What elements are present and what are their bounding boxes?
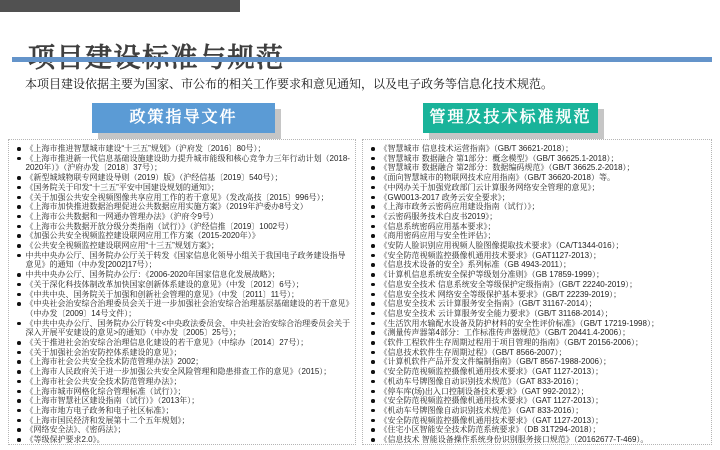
list-item-text: 《智慧城市 数据融合 第2部分：数据编码规范》（GB/T 36625.2-2018）； <box>379 163 635 173</box>
list-item-text: 《加强公共安全视频监控建设联网应用工作方案（2015-2020年）》 <box>25 231 260 241</box>
list-item-text: 《中共中央办公厅、国务院办公厅转发<中央政法委员会、中央社会治安综合治理委员会关于深入开展平安建设的意见>的通知》（中办发〔2005〕25号）； <box>25 318 351 338</box>
bullet-icon <box>371 341 375 345</box>
list-item <box>14 377 353 387</box>
list-item-text: 《上海市社会公共安全技术防范管理办法》； <box>25 376 182 386</box>
bullet-icon <box>17 176 21 180</box>
bullet-icon <box>371 234 375 238</box>
list-item-text: 《信息安全技术 信息系统安全等级保护定级指南》（GB/T 22240-2019）； <box>379 279 638 289</box>
bullet-icon <box>17 273 21 277</box>
list-item-text: 《关于加强社会治安防控体系建设的意见》； <box>25 347 182 357</box>
list-item-text: 《中网办关于加强党政部门云计算服务网络安全管理的意见》； <box>379 182 600 192</box>
list-item-text: 《信息技术软件生存周期过程》（GB/T 8566-2007）； <box>379 347 567 357</box>
bullet-icon <box>17 428 21 432</box>
list-item-text: 《住宅小区智能安全技术防范系统要求》（DB 31T294-2018）； <box>379 425 601 435</box>
bullet-icon <box>371 166 375 170</box>
list-item <box>368 144 709 154</box>
bullet-icon <box>371 399 375 403</box>
list-item-text: 《机动车号牌图像自动识别技术规范》（GAT 833-2016）； <box>379 405 584 415</box>
list-item <box>368 348 709 358</box>
list-item <box>14 425 353 435</box>
list-item-text: 《上海市公共数据和一网通办管理办法》（沪府令9号） <box>25 211 218 221</box>
list-item-text: 《关于加强公共安全视频图像共享应用工作的若干意见》（发改高技〔2015〕996号）； <box>25 192 329 202</box>
list-item <box>14 396 353 406</box>
bullet-icon <box>17 244 21 248</box>
list-item-text: 《计算机信息系统安全保护等级划分准则》（GB 17859-1999）； <box>379 270 604 280</box>
list-item <box>368 163 709 173</box>
list-item <box>368 241 709 251</box>
bullet-icon <box>371 312 375 316</box>
bullet-icon <box>371 293 375 297</box>
list-item <box>14 348 353 358</box>
list-item <box>368 260 709 270</box>
list-item <box>368 309 709 319</box>
page-title <box>28 36 285 75</box>
list-item <box>368 357 709 367</box>
list-item-text: 《公共安全视频监控建设联网应用“十三五”规划方案》； <box>25 241 219 251</box>
bullet-icon <box>371 390 375 394</box>
bullet-icon <box>17 186 21 190</box>
list-item-text: 《安全防范视频监控摄像机通用技术要求》（GAT 1127-2013）； <box>379 396 604 406</box>
list-item <box>14 406 353 416</box>
list-item <box>14 144 353 154</box>
list-item-text: 《上海市推进智慧城市建设“十三五”规划》（沪府发〔2016〕80号）； <box>25 144 266 153</box>
list-item-text: 《云密码服务技术白皮书2019》； <box>379 211 498 221</box>
bullet-icon <box>371 360 375 364</box>
list-item-text: 《信息系统密码应用基本要求》； <box>379 221 496 231</box>
intro-text: 本项目建设依据主要为国家、市公布的相关工作要求和意见通知，以及电子政务等信息化技术规范。 <box>25 77 554 91</box>
bullet-icon <box>17 360 21 364</box>
standards-list <box>368 144 709 445</box>
list-item <box>368 425 709 435</box>
list-item <box>368 367 709 377</box>
list-item <box>14 299 353 318</box>
list-item-text: 《安全防范视频监控摄像机通用技术要求》（GAT 1127-2013）； <box>379 415 604 425</box>
list-item <box>14 154 353 173</box>
list-item <box>368 319 709 329</box>
list-item <box>14 173 353 183</box>
list-item-text: 《信息安全技术 云计算服务安全能力要求》（GB/T 31168-2014）； <box>379 308 613 318</box>
list-item-text: 《国务院关于印发“十三五”平安中国建设规划的通知》； <box>25 182 219 192</box>
bullet-icon <box>17 370 21 374</box>
list-item-text: 《智慧城市 数据融合 第1部分：概念模型》（GB/T 36625.1-2018）； <box>379 153 619 163</box>
list-item <box>368 154 709 164</box>
bullet-icon <box>17 283 21 287</box>
list-item-text: 《上海市人民政府关于进一步加强公共安全风险管理和隐患排查工作的意见》（2015）； <box>25 367 332 377</box>
bullet-icon <box>371 244 375 248</box>
list-item <box>368 173 709 183</box>
top-accent-bar <box>0 0 240 12</box>
list-item-text: 《上海市加快推进数据治理促进公共数据应用实施方案》（2019年沪委办8号文） <box>25 202 308 212</box>
list-item-text: 《计算机软件产品开发文件编制指南》（GB/T 8567-1988-2006）； <box>379 357 611 367</box>
list-item <box>14 290 353 300</box>
bullet-icon <box>17 234 21 238</box>
bullet-icon <box>17 419 21 423</box>
bullet-icon <box>17 302 21 306</box>
list-item-text: 《中央社会治安综合治理委员会关于进一步加强社会治安综合治理基层基础建设的若干意见》（中办发〔2009〕14号文件）； <box>25 299 350 318</box>
list-item <box>14 416 353 426</box>
list-item-text: 《商用密码应用与安全性评估》； <box>379 231 496 241</box>
list-item-text: 《等级保护要求2.0》。 <box>25 435 105 445</box>
list-item <box>368 396 709 406</box>
list-item-text: 《信息技术设备的安全》系列标准（GB 4943-2011）； <box>379 260 571 270</box>
list-item-text: 中共中央办公厅、国务院办公厅：《2006-2020年国家信息化发展战略》； <box>25 270 280 280</box>
list-item <box>14 202 353 212</box>
policy-column-header: 政策指导文件 <box>92 103 275 133</box>
bullet-icon <box>17 409 21 413</box>
bullet-icon <box>17 351 21 355</box>
bullet-icon <box>17 157 21 161</box>
list-item <box>14 212 353 222</box>
list-item <box>368 299 709 309</box>
list-item-text: 《GW0013-2017 政务云安全要求》； <box>379 192 510 202</box>
bullet-icon <box>17 399 21 403</box>
list-item-text: 《关于深化科技体制改革加快国家创新体系建设的意见》（中发〔2012〕6号）； <box>25 279 304 289</box>
list-item <box>14 387 353 397</box>
list-item-text: 中共中央办公厅、国务院办公厅关于转发《国家信息化领导小组关于我国电子政务建设指导意见》的通知（中办发[2002]17号）； <box>25 250 346 270</box>
bullet-icon <box>371 438 375 442</box>
bullet-icon <box>17 341 21 345</box>
list-item <box>14 357 353 367</box>
list-item-text: 《上海市公共数据开放分级分类指南（试行）》（沪经信推〔2019〕1002号） <box>25 221 294 231</box>
list-item <box>368 406 709 416</box>
list-item-text: 《上海市城市网格化综合管理标准（试行）》； <box>25 386 186 396</box>
list-item <box>368 387 709 397</box>
bullet-icon <box>371 302 375 306</box>
standards-panel <box>362 139 712 445</box>
policy-documents-list <box>14 144 353 445</box>
list-item <box>14 270 353 280</box>
list-item-text: 《信息安全技术 云计算服务安全指南》（GB/T 31167-2014）； <box>379 299 597 309</box>
bullet-icon <box>17 293 21 297</box>
list-item-text: 《停车库(场)出入口控制设备技术要求》（GAT 992-2012）； <box>379 386 589 396</box>
bullet-icon <box>371 157 375 161</box>
list-item <box>368 416 709 426</box>
list-item-text: 《信息技术 智能设备操作系统身份识别服务接口规范》（20162677-T-469）。 <box>379 435 649 445</box>
list-item <box>368 377 709 387</box>
list-item <box>368 280 709 290</box>
list-item-text: 《生活饮用水输配水设备及防护材料的安全性评价标准》（GB/T 17219-1998）； <box>379 318 659 328</box>
bullet-icon <box>371 370 375 374</box>
list-item-text: 《软件工程软件生存周期过程用于项目管理的指南》（GB/T 20156-2006）； <box>379 338 643 348</box>
list-item-text: 《上海市推进新一代信息基础设施建设助力提升城市能级和核心竞争力三年行动计划（2018-2020年）》（沪府办发〔2018〕37号）； <box>25 153 350 173</box>
bullet-icon <box>371 263 375 267</box>
list-item <box>368 231 709 241</box>
bullet-icon <box>17 225 21 229</box>
list-item <box>368 222 709 232</box>
list-item-text: 《网络安全法》、《密码法》； <box>25 425 126 435</box>
list-item <box>368 212 709 222</box>
list-item <box>368 338 709 348</box>
list-item <box>14 231 353 241</box>
list-item <box>368 328 709 338</box>
list-item-text: 《面向智慧城市的物联网技术应用指南》（GB/T 36620-2018）等。 <box>379 173 615 183</box>
bullet-icon <box>17 322 21 326</box>
list-item <box>14 338 353 348</box>
bullet-icon <box>371 176 375 180</box>
list-item-text: 《上海市智慧社区建设指南（试行）》（2013年）； <box>25 396 200 406</box>
list-item-text: 《关于推进社会治安综合治理信息化建设的若干意见》（中综办〔2014〕27号）； <box>25 338 309 348</box>
list-item <box>368 290 709 300</box>
list-item-text: 《安防人脸识别应用视频人脸图像提取技术要求》（CA/T1344-016）； <box>379 241 624 251</box>
list-item-text: 《智慧城市 信息技术运营指南》（GB/T 36621-2018）； <box>379 144 574 153</box>
bullet-icon <box>371 380 375 384</box>
list-item <box>14 280 353 290</box>
policy-documents-panel <box>8 139 356 445</box>
list-item <box>14 193 353 203</box>
list-item-text: 《上海市社会公共安全技术防范管理办法》2002； <box>25 357 204 367</box>
list-item-text: 《中共中央、国务院关于加强和创新社会管理的意见》（中发〔2011〕11号）； <box>25 289 300 299</box>
bullet-icon <box>371 196 375 200</box>
list-item <box>368 270 709 280</box>
bullet-icon <box>17 254 21 258</box>
list-item-text: 《安全防范视频监控摄像机通用技术要求》（GAT 1127-2013）； <box>379 367 604 377</box>
list-item <box>14 241 353 251</box>
bullet-icon <box>371 254 375 258</box>
bullet-icon <box>371 331 375 335</box>
bullet-icon <box>371 283 375 287</box>
standards-column-header: 管理及技术标准规范 <box>423 103 598 133</box>
list-item-text: 《新型城域物联专网建设导则（2019）版》（沪经信基〔2019〕540号）； <box>25 173 283 183</box>
list-item <box>14 435 353 445</box>
bullet-icon <box>371 186 375 190</box>
list-item-text: 《上海市政务云密码应用建设指南（试行）》； <box>379 202 540 212</box>
bullet-icon <box>17 215 21 219</box>
bullet-icon <box>17 390 21 394</box>
bullet-icon <box>17 147 21 151</box>
list-item <box>368 183 709 193</box>
bullet-icon <box>371 419 375 423</box>
bullet-icon <box>17 205 21 209</box>
list-item <box>368 193 709 203</box>
list-item-text: 《上海市地方电子政务和电子社区标准》； <box>25 405 174 415</box>
list-item <box>368 251 709 261</box>
list-item <box>14 183 353 193</box>
bullet-icon <box>371 205 375 209</box>
title-underline <box>12 57 712 62</box>
bullet-icon <box>17 438 21 442</box>
list-item-text: 《测量传声器第4部分：工作标准传声器规范》（GB/T 20441.4-2006）； <box>379 328 631 338</box>
list-item <box>368 202 709 212</box>
list-item <box>14 367 353 377</box>
bullet-icon <box>371 351 375 355</box>
bullet-icon <box>371 225 375 229</box>
bullet-icon <box>371 147 375 151</box>
bullet-icon <box>371 322 375 326</box>
bullet-icon <box>371 409 375 413</box>
list-item <box>14 319 353 338</box>
list-item-text: 《信息安全技术 网络安全等级保护基本要求》（GB/T 22239-2019）； <box>379 289 622 299</box>
bullet-icon <box>17 196 21 200</box>
list-item <box>14 222 353 232</box>
bullet-icon <box>17 380 21 384</box>
bullet-icon <box>371 273 375 277</box>
list-item-text: 《安全防范视频监控摄像机通用技术要求》（GAT1127-2013）； <box>379 250 602 260</box>
bullet-icon <box>371 215 375 219</box>
list-item-text: 《机动车号牌图像自动识别技术规范》（GAT 833-2016）； <box>379 376 584 386</box>
list-item-text: 《上海市国民经济和发展第十二个五年规划》； <box>25 415 190 425</box>
bullet-icon <box>371 428 375 432</box>
list-item <box>368 435 709 445</box>
list-item <box>14 251 353 270</box>
